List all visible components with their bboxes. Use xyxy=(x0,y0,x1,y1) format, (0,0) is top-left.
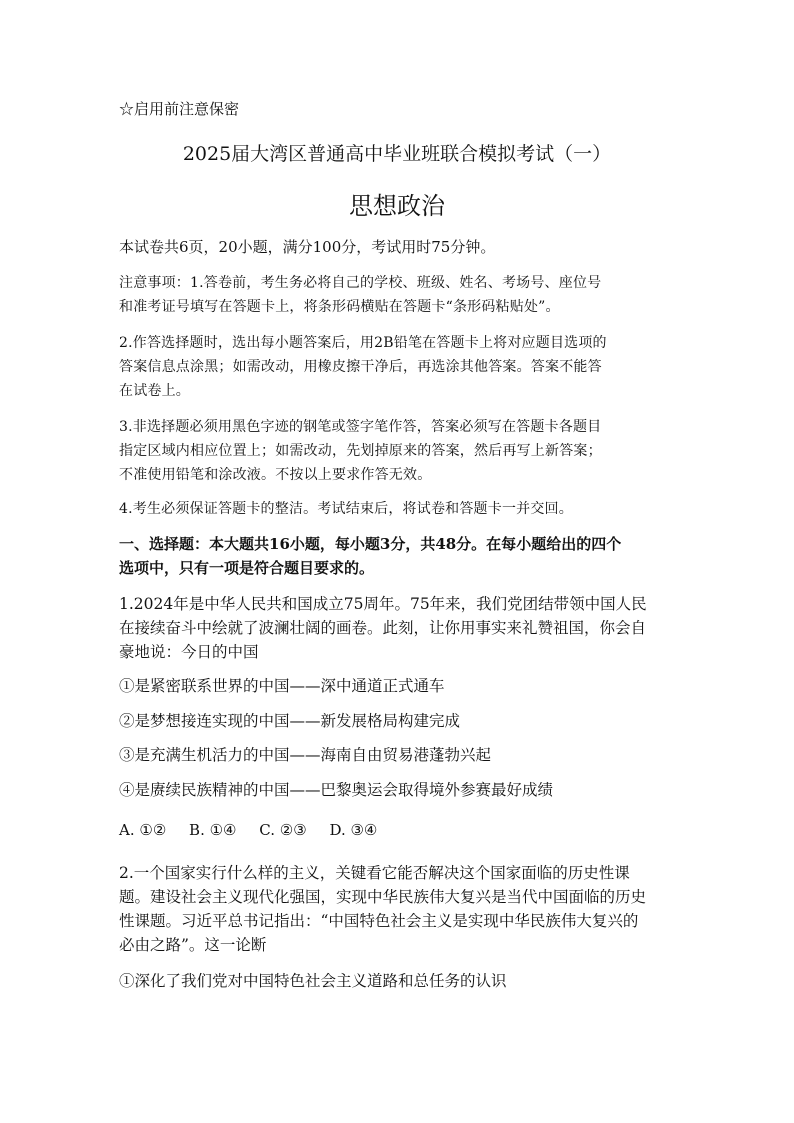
question-1-line-1: 1.2024年是中华人民共和国成立75周年。75年来，我们党团结带领中国人民 xyxy=(119,595,647,613)
note-1-line-1: 注意事项：1.答卷前，考生务必将自己的学校、班级、姓名、考场号、座位号 xyxy=(119,275,602,291)
question-1-line-2: 在接续奋斗中绘就了波澜壮阔的画卷。此刻，让你用事实来礼赞祖国，你会自 xyxy=(119,619,647,637)
question-1-item-2: ②是梦想接连实现的中国——新发展格局构建完成 xyxy=(119,712,461,730)
question-2-line-1: 2.一个国家实行什么样的主义，关键看它能否解决这个国家面临的历史性课 xyxy=(119,864,630,882)
question-1-item-4: ④是赓续民族精神的中国——巴黎奥运会取得境外参赛最好成绩 xyxy=(119,781,554,799)
question-1-item-3: ③是充满生机活力的中国——海南自由贸易港蓬勃兴起 xyxy=(119,746,492,764)
confidential-note: ☆启用前注意保密 xyxy=(119,100,240,118)
question-2-line-2: 题。建设社会主义现代化强国，实现中华民族伟大复兴是当代中国面临的历史 xyxy=(119,888,647,906)
note-2-line-2: 答案信息点涂黑；如需改动，用橡皮擦干净后，再选涂其他答案。答案不能答 xyxy=(119,359,602,375)
option-d: D. ③④ xyxy=(329,821,378,839)
question-2-line-3: 性课题。习近平总书记指出：“中国特色社会主义是实现中华民族伟大复兴的 xyxy=(119,912,639,930)
section-1-heading-line-1: 一、选择题：本大题共16小题，每小题3分，共48分。在每小题给出的四个 xyxy=(119,535,622,553)
exam-summary: 本试卷共6页，20小题，满分100分，考试用时75分钟。 xyxy=(119,238,496,256)
note-2-line-3: 在试卷上。 xyxy=(119,383,190,399)
note-3-line-1: 3.非选择题必须用黑色字迹的钢笔或签字笔作答，答案必须写在答题卡各题目 xyxy=(119,419,602,435)
note-4-line-1: 4.考生必须保证答题卡的整洁。考试结束后，将试卷和答题卡一并交回。 xyxy=(119,501,573,517)
section-1-heading-line-2: 选项中，只有一项是符合题目要求的。 xyxy=(119,559,375,577)
note-1-line-2: 和准考证号填写在答题卡上，将条形码横贴在答题卡“条形码粘贴处”。 xyxy=(119,299,560,315)
option-a: A. ①② xyxy=(119,821,167,839)
note-3-line-2: 指定区域内相应位置上；如需改动，先划掉原来的答案，然后再写上新答案； xyxy=(119,443,602,459)
question-1-item-1: ①是紧密联系世界的中国——深中通道正式通车 xyxy=(119,677,445,695)
question-1-options xyxy=(119,820,395,840)
question-2-item-1: ①深化了我们党对中国特色社会主义道路和总任务的认识 xyxy=(119,972,507,990)
note-2-line-1: 2.作答选择题时，选出每小题答案后，用2B铅笔在答题卡上将对应题目选项的 xyxy=(119,335,607,351)
option-c: C. ②③ xyxy=(259,821,307,839)
option-b: B. ①④ xyxy=(189,821,237,839)
question-2-line-4: 必由之路”。这一论断 xyxy=(119,936,267,954)
exam-title: 2025届大湾区普通高中毕业班联合模拟考试（一） xyxy=(182,143,612,165)
subject-title: 思想政治 xyxy=(349,192,445,220)
question-1-line-3: 豪地说：今日的中国 xyxy=(119,643,259,661)
note-3-line-3: 不准使用铅笔和涂改液。不按以上要求作答无效。 xyxy=(119,467,432,483)
